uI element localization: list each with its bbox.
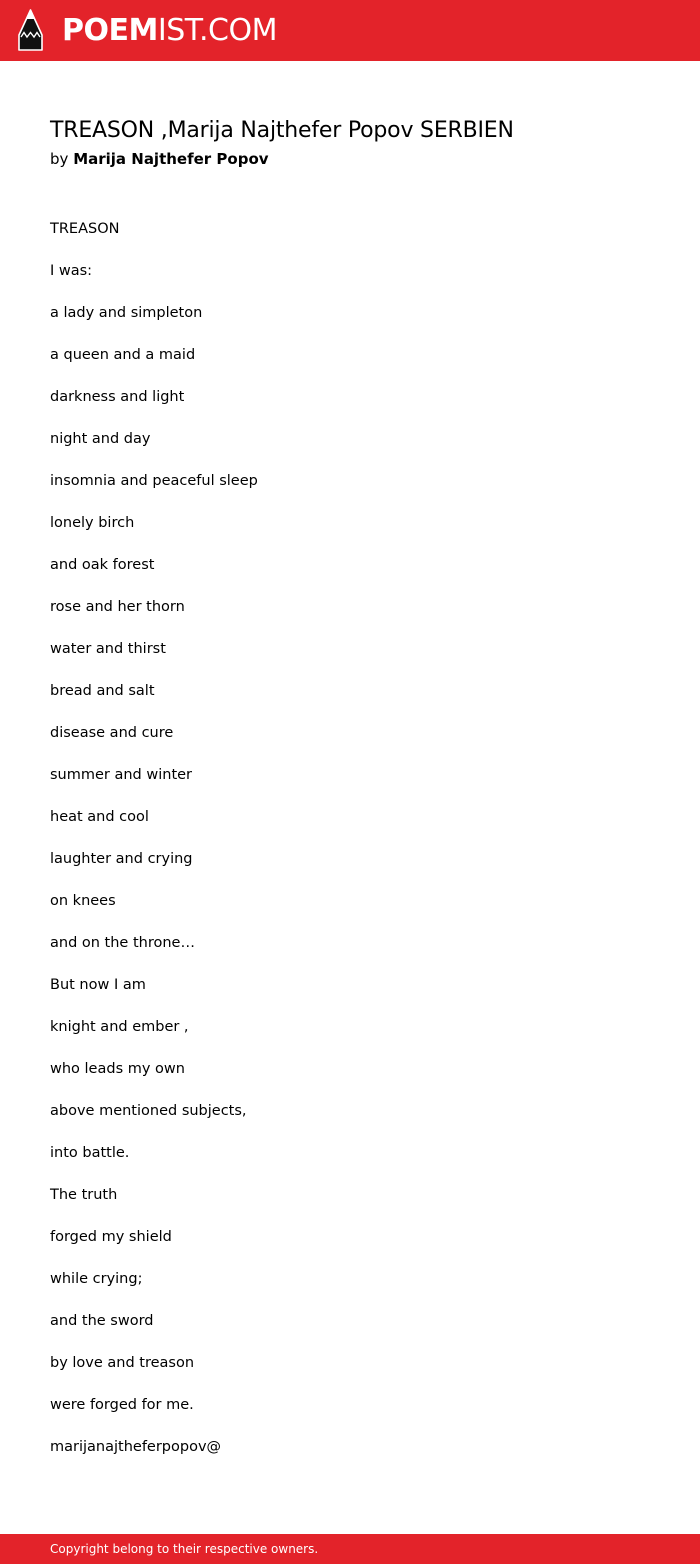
poem-line: who leads my own [50,1061,185,1077]
poem-line: bread and salt [50,683,155,699]
poem-line: rose and her thorn [50,599,185,615]
poem-line: laughter and crying [50,851,193,867]
poem-line: summer and winter [50,767,193,783]
poem-body [50,218,650,1478]
poem-line: a lady and simpleton [50,305,203,321]
poem-byline [50,148,269,170]
poem-line: and oak forest [50,557,155,573]
poem-line: marijanajtheferpopov@ [50,1439,222,1455]
poem-line: I was: [50,263,93,279]
poem-line: forged my shield [50,1229,172,1245]
poem-line: knight and ember , [50,1019,189,1035]
poem-line: and on the throne… [50,935,195,951]
poem-title: TREASON ,Marija Najthefer Popov SERBIEN [50,118,514,143]
poem-line: night and day [50,431,151,447]
poem-line: lonely birch [50,515,135,531]
poem-line: heat and cool [50,809,149,825]
by-label: by [50,150,69,168]
poem-line: water and thirst [50,641,166,657]
poem-line: disease and cure [50,725,174,741]
poem-line: TREASON [50,221,120,237]
poem-line: But now I am [50,977,146,993]
pencil-tip-icon [17,9,44,52]
copyright-text: Copyright belong to their respective owners. [50,1542,319,1556]
site-footer [0,1534,700,1564]
site-logo-link[interactable] [62,13,277,49]
poem-line: darkness and light [50,389,185,405]
poem-line: by love and treason [50,1355,195,1371]
logo-text-light: IST.COM [157,13,277,48]
poem-line: on knees [50,893,116,909]
poem-line: into battle. [50,1145,130,1161]
poem-line: insomnia and peaceful sleep [50,473,258,489]
author-name: Marija Najthefer Popov [73,150,269,168]
logo-text-bold: POEM [62,13,158,48]
poem-line: while crying; [50,1271,143,1287]
poem-line: The truth [50,1187,118,1203]
poem-line: were forged for me. [50,1397,194,1413]
poem-line: above mentioned subjects, [50,1103,247,1119]
poem-line: and the sword [50,1313,154,1329]
poem-line: a queen and a maid [50,347,196,363]
site-header [0,0,700,61]
